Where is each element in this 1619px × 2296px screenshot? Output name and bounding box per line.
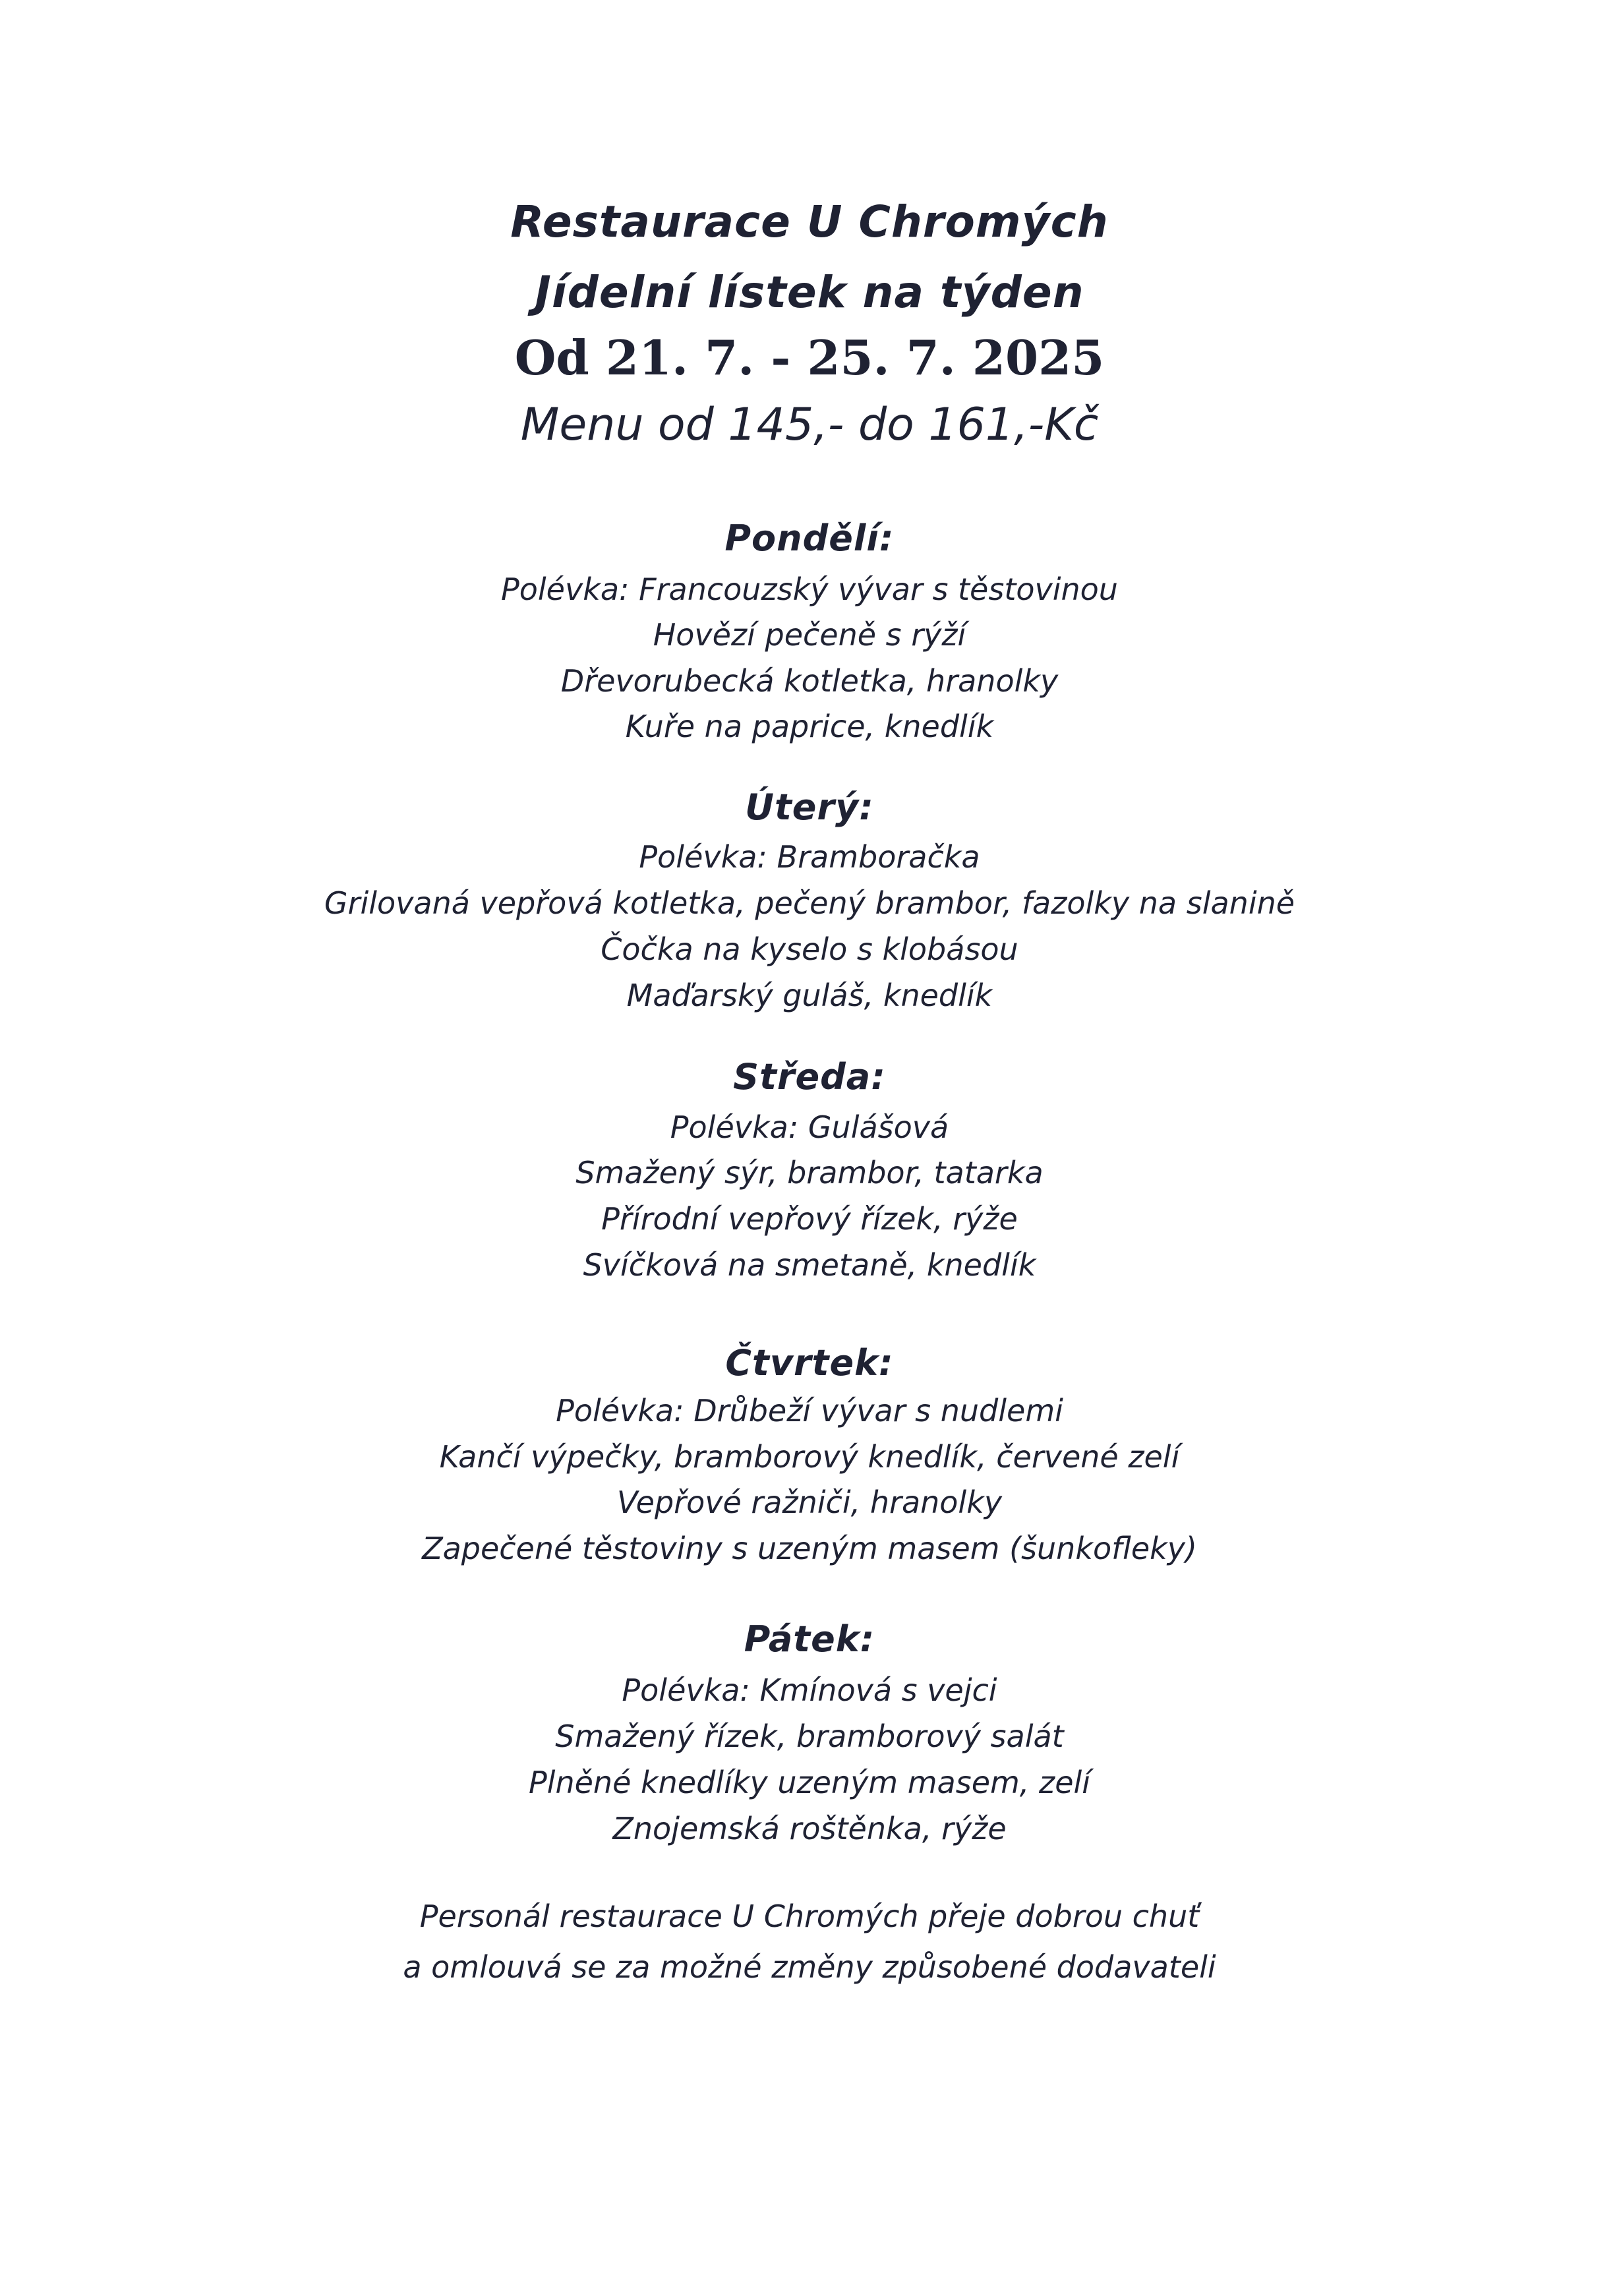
dish-item: Znojemská roštěnka, rýže bbox=[612, 1811, 1007, 1846]
dish-item: Zapečené těstoviny s uzeným masem (šunkofleky) bbox=[422, 1531, 1197, 1566]
menu-subtitle: Jídelní lístek na týden bbox=[535, 267, 1084, 318]
dish-item: Polévka: Gulášová bbox=[670, 1109, 949, 1145]
restaurant-name: Restaurace U Chromých bbox=[510, 196, 1109, 247]
dish-item: Přírodní vepřový řízek, rýže bbox=[601, 1201, 1018, 1237]
dish-item: Kančí výpečky, bramborový knedlík, červené zelí bbox=[439, 1439, 1180, 1475]
day-heading-wednesday: Středa: bbox=[733, 1056, 886, 1098]
dish-item: Polévka: Bramboračka bbox=[639, 839, 980, 875]
dish-item: Polévka: Francouzský vývar s těstovinou bbox=[501, 572, 1118, 607]
day-heading-thursday: Čtvrtek: bbox=[725, 1342, 894, 1384]
footer-line-2: a omlouvá se za možné změny způsobené dodavateli bbox=[403, 1949, 1216, 1985]
date-range: Od 21. 7. - 25. 7. 2025 bbox=[514, 330, 1105, 386]
dish-item: Dřevorubecká kotletka, hranolky bbox=[560, 663, 1059, 699]
dish-item: Smažený řízek, bramborový salát bbox=[555, 1719, 1064, 1754]
dish-item: Maďarský guláš, knedlík bbox=[626, 978, 993, 1013]
dish-item: Plněné knedlíky uzeným masem, zelí bbox=[528, 1765, 1091, 1800]
day-heading-tuesday: Úterý: bbox=[745, 786, 874, 828]
dish-item: Smažený sýr, brambor, tatarka bbox=[575, 1155, 1044, 1191]
dish-item: Hovězí pečeně s rýží bbox=[653, 617, 966, 653]
day-heading-monday: Pondělí: bbox=[724, 517, 895, 559]
dish-item: Svíčková na smetaně, knedlík bbox=[583, 1247, 1036, 1283]
day-heading-friday: Pátek: bbox=[744, 1618, 875, 1660]
dish-item: Polévka: Drůbeží vývar s nudlemi bbox=[556, 1393, 1063, 1428]
dish-item: Vepřové ražniči, hranolky bbox=[616, 1485, 1003, 1520]
dish-item: Polévka: Kmínová s vejci bbox=[622, 1672, 997, 1708]
dish-item: Grilovaná vepřová kotletka, pečený brambor, fazolky na slanině bbox=[324, 885, 1295, 921]
dish-item: Kuře na paprice, knedlík bbox=[625, 709, 994, 744]
footer-line-1: Personál restaurace U Chromých přeje dobrou chuť bbox=[419, 1899, 1200, 1934]
dish-item: Čočka na kyselo s klobásou bbox=[601, 931, 1018, 967]
price-range: Menu od 145,- do 161,-Kč bbox=[520, 399, 1099, 451]
